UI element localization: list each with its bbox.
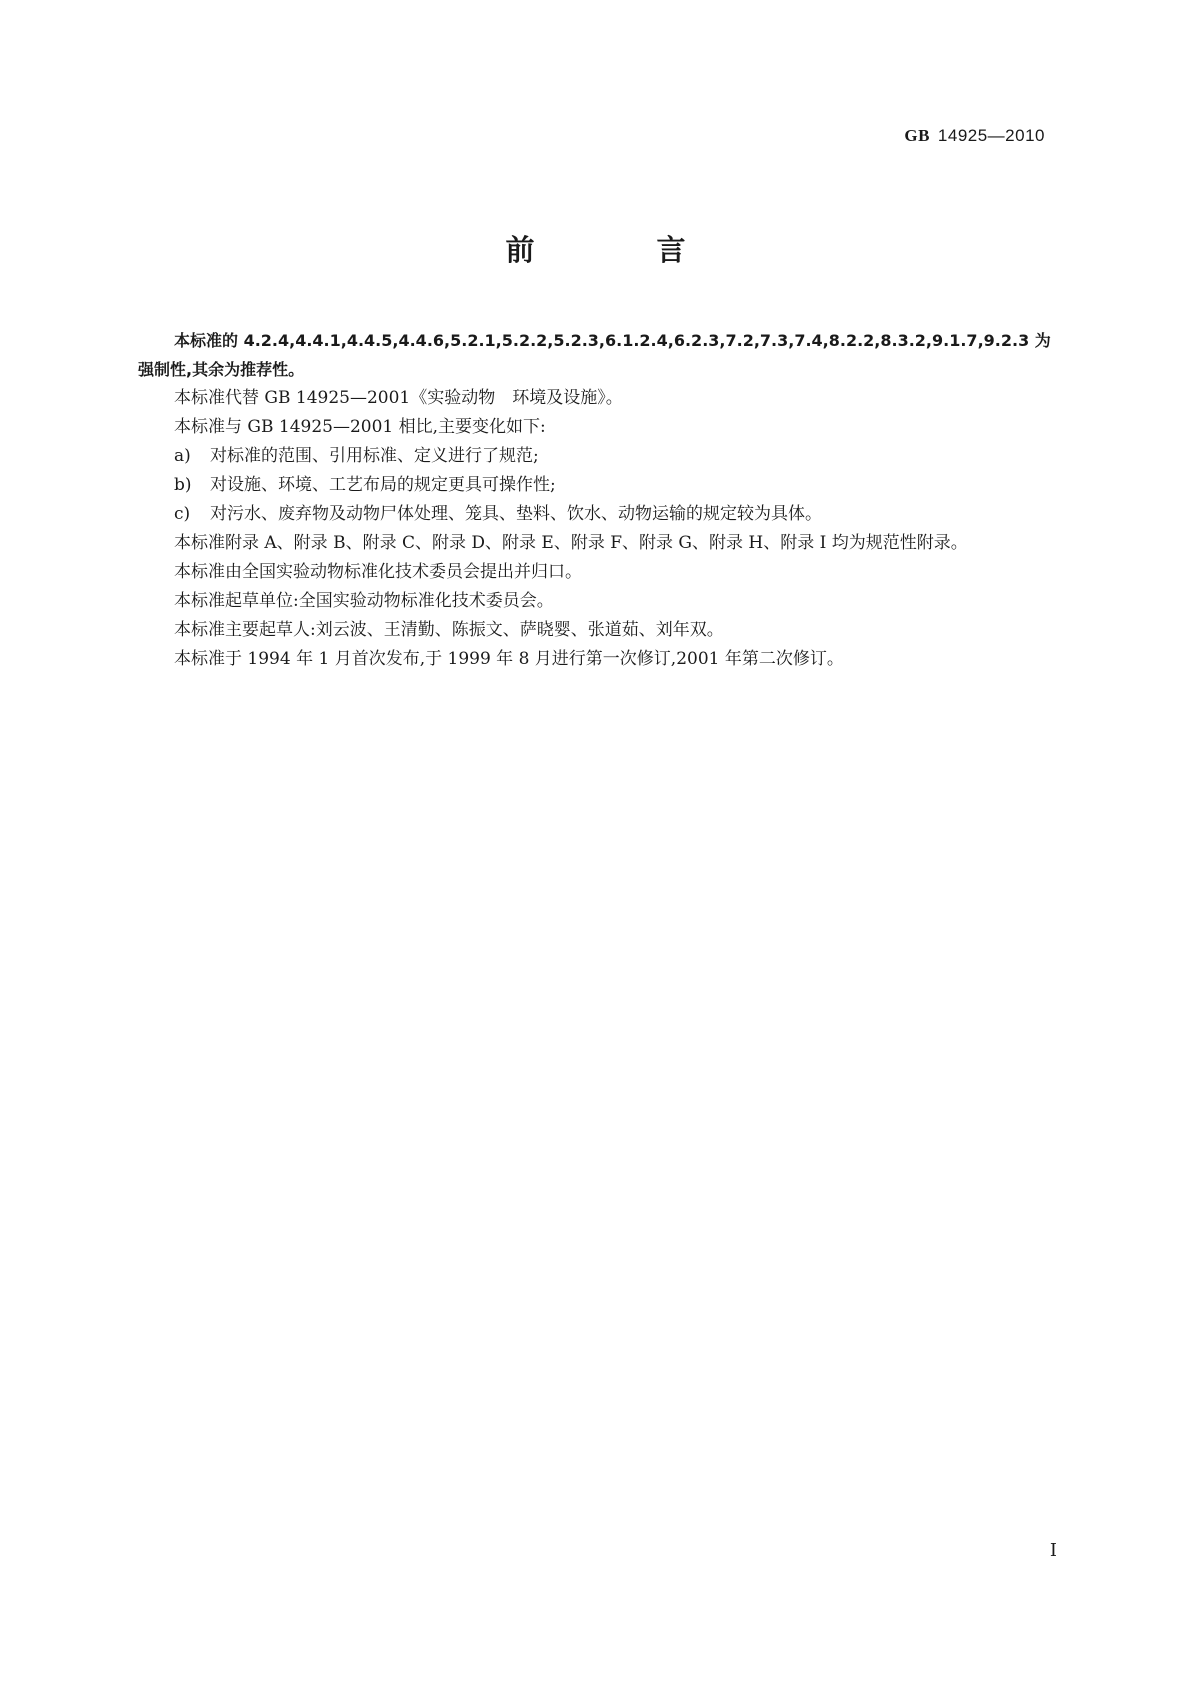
replaces-paragraph: 本标准代替 GB 14925—2001《实验动物 环境及设施》。 bbox=[174, 388, 623, 408]
page-number: I bbox=[1049, 1540, 1057, 1561]
changes-intro-paragraph: 本标准与 GB 14925—2001 相比,主要变化如下: bbox=[174, 417, 546, 437]
mandatory-clauses-paragraph: 本标准的 4.2.4,4.4.1,4.4.5,4.4.6,5.2.1,5.2.2,5.2.3,6.1.2.4,6.2.3,7.2,7.3,7.4,8.2.2,8.3.2,9.1.7,9.2.3 为强制性,其余为推荐性。 bbox=[138, 331, 1051, 379]
drafting-unit-paragraph: 本标准起草单位:全国实验动物标准化技术委员会。 bbox=[174, 591, 554, 611]
list-item-text: 对设施、环境、工艺布局的规定更具可操作性; bbox=[210, 475, 556, 495]
list-item bbox=[138, 471, 1058, 500]
list-item-label: b) bbox=[174, 475, 192, 495]
list-item-label: c) bbox=[174, 504, 191, 524]
list-item-text: 对标准的范围、引用标准、定义进行了规范; bbox=[210, 446, 539, 466]
proposer-paragraph: 本标准由全国实验动物标准化技术委员会提出并归口。 bbox=[174, 562, 582, 582]
list-item bbox=[138, 442, 1058, 471]
standard-number: 14925—2010 bbox=[937, 126, 1045, 145]
list-item bbox=[138, 500, 1058, 529]
annexes-paragraph: 本标准附录 A、附录 B、附录 C、附录 D、附录 E、附录 F、附录 G、附录 H、附录 I 均为规范性附录。 bbox=[174, 533, 968, 553]
page-title: 前 言 bbox=[505, 233, 742, 267]
standard-prefix: GB bbox=[904, 126, 930, 145]
standard-code bbox=[904, 126, 1045, 146]
list-item-label: a) bbox=[174, 446, 191, 466]
list-item-text: 对污水、废弃物及动物尸体处理、笼具、垫料、饮水、动物运输的规定较为具体。 bbox=[210, 504, 822, 524]
preface-body bbox=[138, 326, 1058, 674]
history-paragraph: 本标准于 1994 年 1 月首次发布,于 1999 年 8 月进行第一次修订,2001 年第二次修订。 bbox=[174, 649, 844, 669]
drafters-paragraph: 本标准主要起草人:刘云波、王清勤、陈振文、萨晓婴、张道茹、刘年双。 bbox=[174, 620, 724, 640]
